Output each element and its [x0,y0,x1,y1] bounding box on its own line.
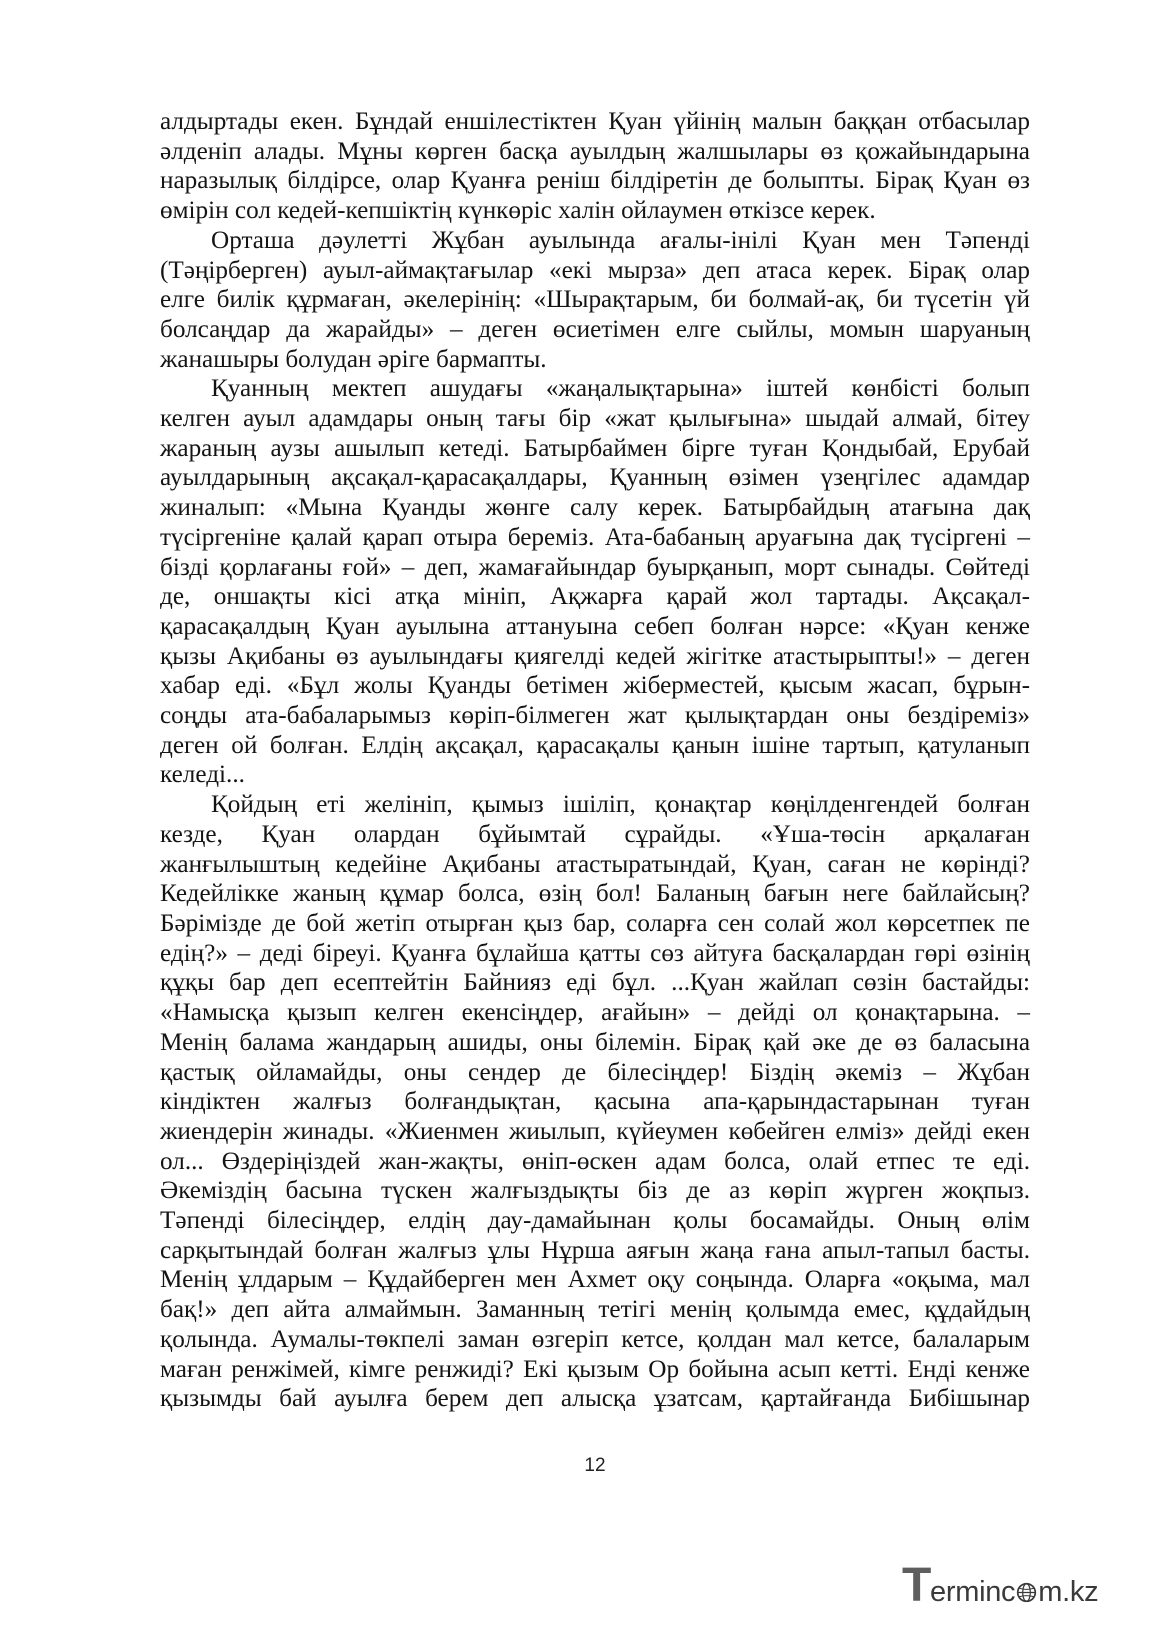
text-line: құқы бар деп есептейтін Байнияз еді бұл. ...Қуан жайлап сөзін бастайды: [160,969,1030,997]
text-line: Бәрімізде де бой жетіп отырған қыз бар, соларға сен солай жол көрсетпек пе [160,909,1030,937]
text-line: жиендерін жинады. «Жиенмен жиылып, күйеумен көбейген елміз» дейді екен [160,1117,1030,1145]
paragraph-3 [160,374,1030,790]
text-line: сарқытындай болған жалғыз ұлы Нұрша аяғын жаңа ғана апыл-тапыл басты. [160,1236,1030,1264]
paragraph-1 [160,107,1030,226]
text-line: Кедейлікке жаның құмар болса, өзің бол! Баланың бағын неге байлайсың? [160,880,1030,908]
text-line: соңды ата-бабаларымыз көріп-білмеген жат қылықтардан оны бездіреміз» [160,702,1030,730]
logo-initial-letter: T [902,1559,932,1612]
text-line: болсаңдар да жарайды» – деген өсиетімен елге сыйлы, момын шаруаның [160,315,1030,343]
termincom-logo [902,1559,1099,1616]
paragraph-2 [160,226,1030,375]
logo-text-part: m.kz [1038,1576,1099,1608]
page-number: 12 [584,1455,606,1476]
text-line: Тәпенді білесіңдер, елдің дау-дамайынан қолы босамайды. Оның өлім [160,1207,1030,1235]
text-line: кезде, Қуан олардан бұйымтай сұрайды. «Ұша-төсін арқалаған [160,820,1030,848]
text-line: алдыртады екен. Бұндай еншілестіктен Қуан үйінің малын баққан отбасылар [160,108,1030,135]
text-line: де, оншақты кісі атқа мініп, Ақжарға қарай жол тартады. Ақсақал- [160,583,1030,611]
text-line: едің?» – деді біреуі. Қуанға бұлайша қатты сөз айтуға басқалардан гөрі өзінің [160,939,1030,967]
paragraph-4 [160,790,1030,1414]
logo-text-part: erminc [930,1576,1016,1608]
text-line: наразылық білдірсе, олар Қуанға реніш білдіретін де болыпты. Бірақ Қуан өз [160,167,1030,195]
text-line: Менің балама жандарың ашиды, оны білемін. Бірақ қай әке де өз баласына [160,1028,1030,1056]
globe-icon [1016,1570,1037,1591]
text-line: бізді қорлағаны ғой» – деп, жамағайындар буырқанып, морт сынады. Сөйтеді [160,553,1030,581]
text-line: ауылдарының ақсақал-қарасақалдары, Қуанның өзімен үзеңгілес адамдар [160,464,1030,492]
text-line: маған ренжімей, кімге ренжиді? Екі қызым Ор бойына асып кетті. Енді кенже [160,1355,1030,1383]
text-line: жараның аузы ашылып кетеді. Батырбаймен бірге туған Қондыбай, Ерубай [160,434,1030,462]
text-line: бақ!» деп айта алмаймын. Заманның тетігі менің қолымда емес, құдайдың [160,1296,1030,1324]
text-line: «Намысқа қызып келген екенсіңдер, ағайын» – дейді ол қонақтарына. – [160,999,1030,1027]
text-line: жанашыры болудан әріге бармапты. [160,345,547,373]
text-line: қызы Ақибаны өз ауылындағы қиягелді кедей жігітке атастырыпты!» – деген [160,642,1030,670]
text-line: түсіргеніне қалай қарап отыра береміз. Ата-бабаның аруағына дақ түсіргені – [160,523,1030,551]
text-line: Қуанның мектеп ашудағы «жаңалықтарына» іштей көнбісті болып [211,375,1030,403]
text-line: кіндіктен жалғыз болғандықтан, қасына апа-қарындастарынан туған [160,1088,1030,1116]
text-line: ол... Өздеріңіздей жан-жақты, өніп-өскен адам болса, олай етпес те еді. [160,1147,1030,1175]
text-line: Әкеміздің басына түскен жалғыздықты біз де аз көріп жүрген жоқпыз. [160,1177,1030,1205]
text-line: Орташа дәулетті Жұбан ауылында ағалы-інілі Қуан мен Тәпенді [211,226,1030,254]
text-line: (Тәңірберген) ауыл-аймақтағылар «екі мырза» деп атаса керек. Бірақ олар [160,256,1030,284]
text-line: өмірін сол кедей-кепшіктің күнкөріс халін ойлаумен өткізсе керек. [160,197,876,225]
text-line: хабар еді. «Бұл жолы Қуанды бетімен жіберместей, қысым жасап, бұрын- [160,672,1030,700]
text-line: деген ой болған. Елдің ақсақал, қарасақалы қанын ішіне тартып, қатуланып [160,731,1030,759]
text-line: келеді... [160,761,245,789]
body-text [160,107,1030,1414]
text-line: жиналып: «Мына Қуанды жөнге салу керек. Батырбайдың атағына дақ [160,494,1030,522]
text-line: жанғылыштың кедейіне Ақибаны атастыратындай, Қуан, саған не көрінді? [160,850,1030,878]
text-line: қастық ойламайды, оны сендер де білесіңдер! Біздің әкеміз – Жұбан [160,1058,1030,1086]
text-line: Қойдың еті желініп, қымыз ішіліп, қонақтар көңілденгендей болған [211,791,1030,819]
text-line: қолында. Аумалы-төкпелі заман өзгеріп кетсе, қолдан мал кетсе, балаларым [160,1325,1030,1353]
text-line: елге билік құрмаған, әкелерінің: «Шырақтарым, би болмай-ақ, би түсетін үй [160,286,1030,314]
text-line: қарасақалдың Қуан ауылына аттануына себеп болған нәрсе: «Қуан кенже [160,612,1030,640]
text-line: келген ауыл адамдары оның тағы бір «жат қылығына» шыдай алмай, бітеу [160,405,1030,433]
text-line: Менің ұлдарым – Құдайберген мен Ахмет оқу соңында. Оларға «оқыма, мал [160,1266,1030,1294]
text-line: қызымды бай ауылға берем деп алысқа ұзатсам, қартайғанда Бибішынар [160,1385,1030,1413]
text-line: әлденіп алады. Мұны көрген басқа ауылдың жалшылары өз қожайындарына [160,137,1030,165]
